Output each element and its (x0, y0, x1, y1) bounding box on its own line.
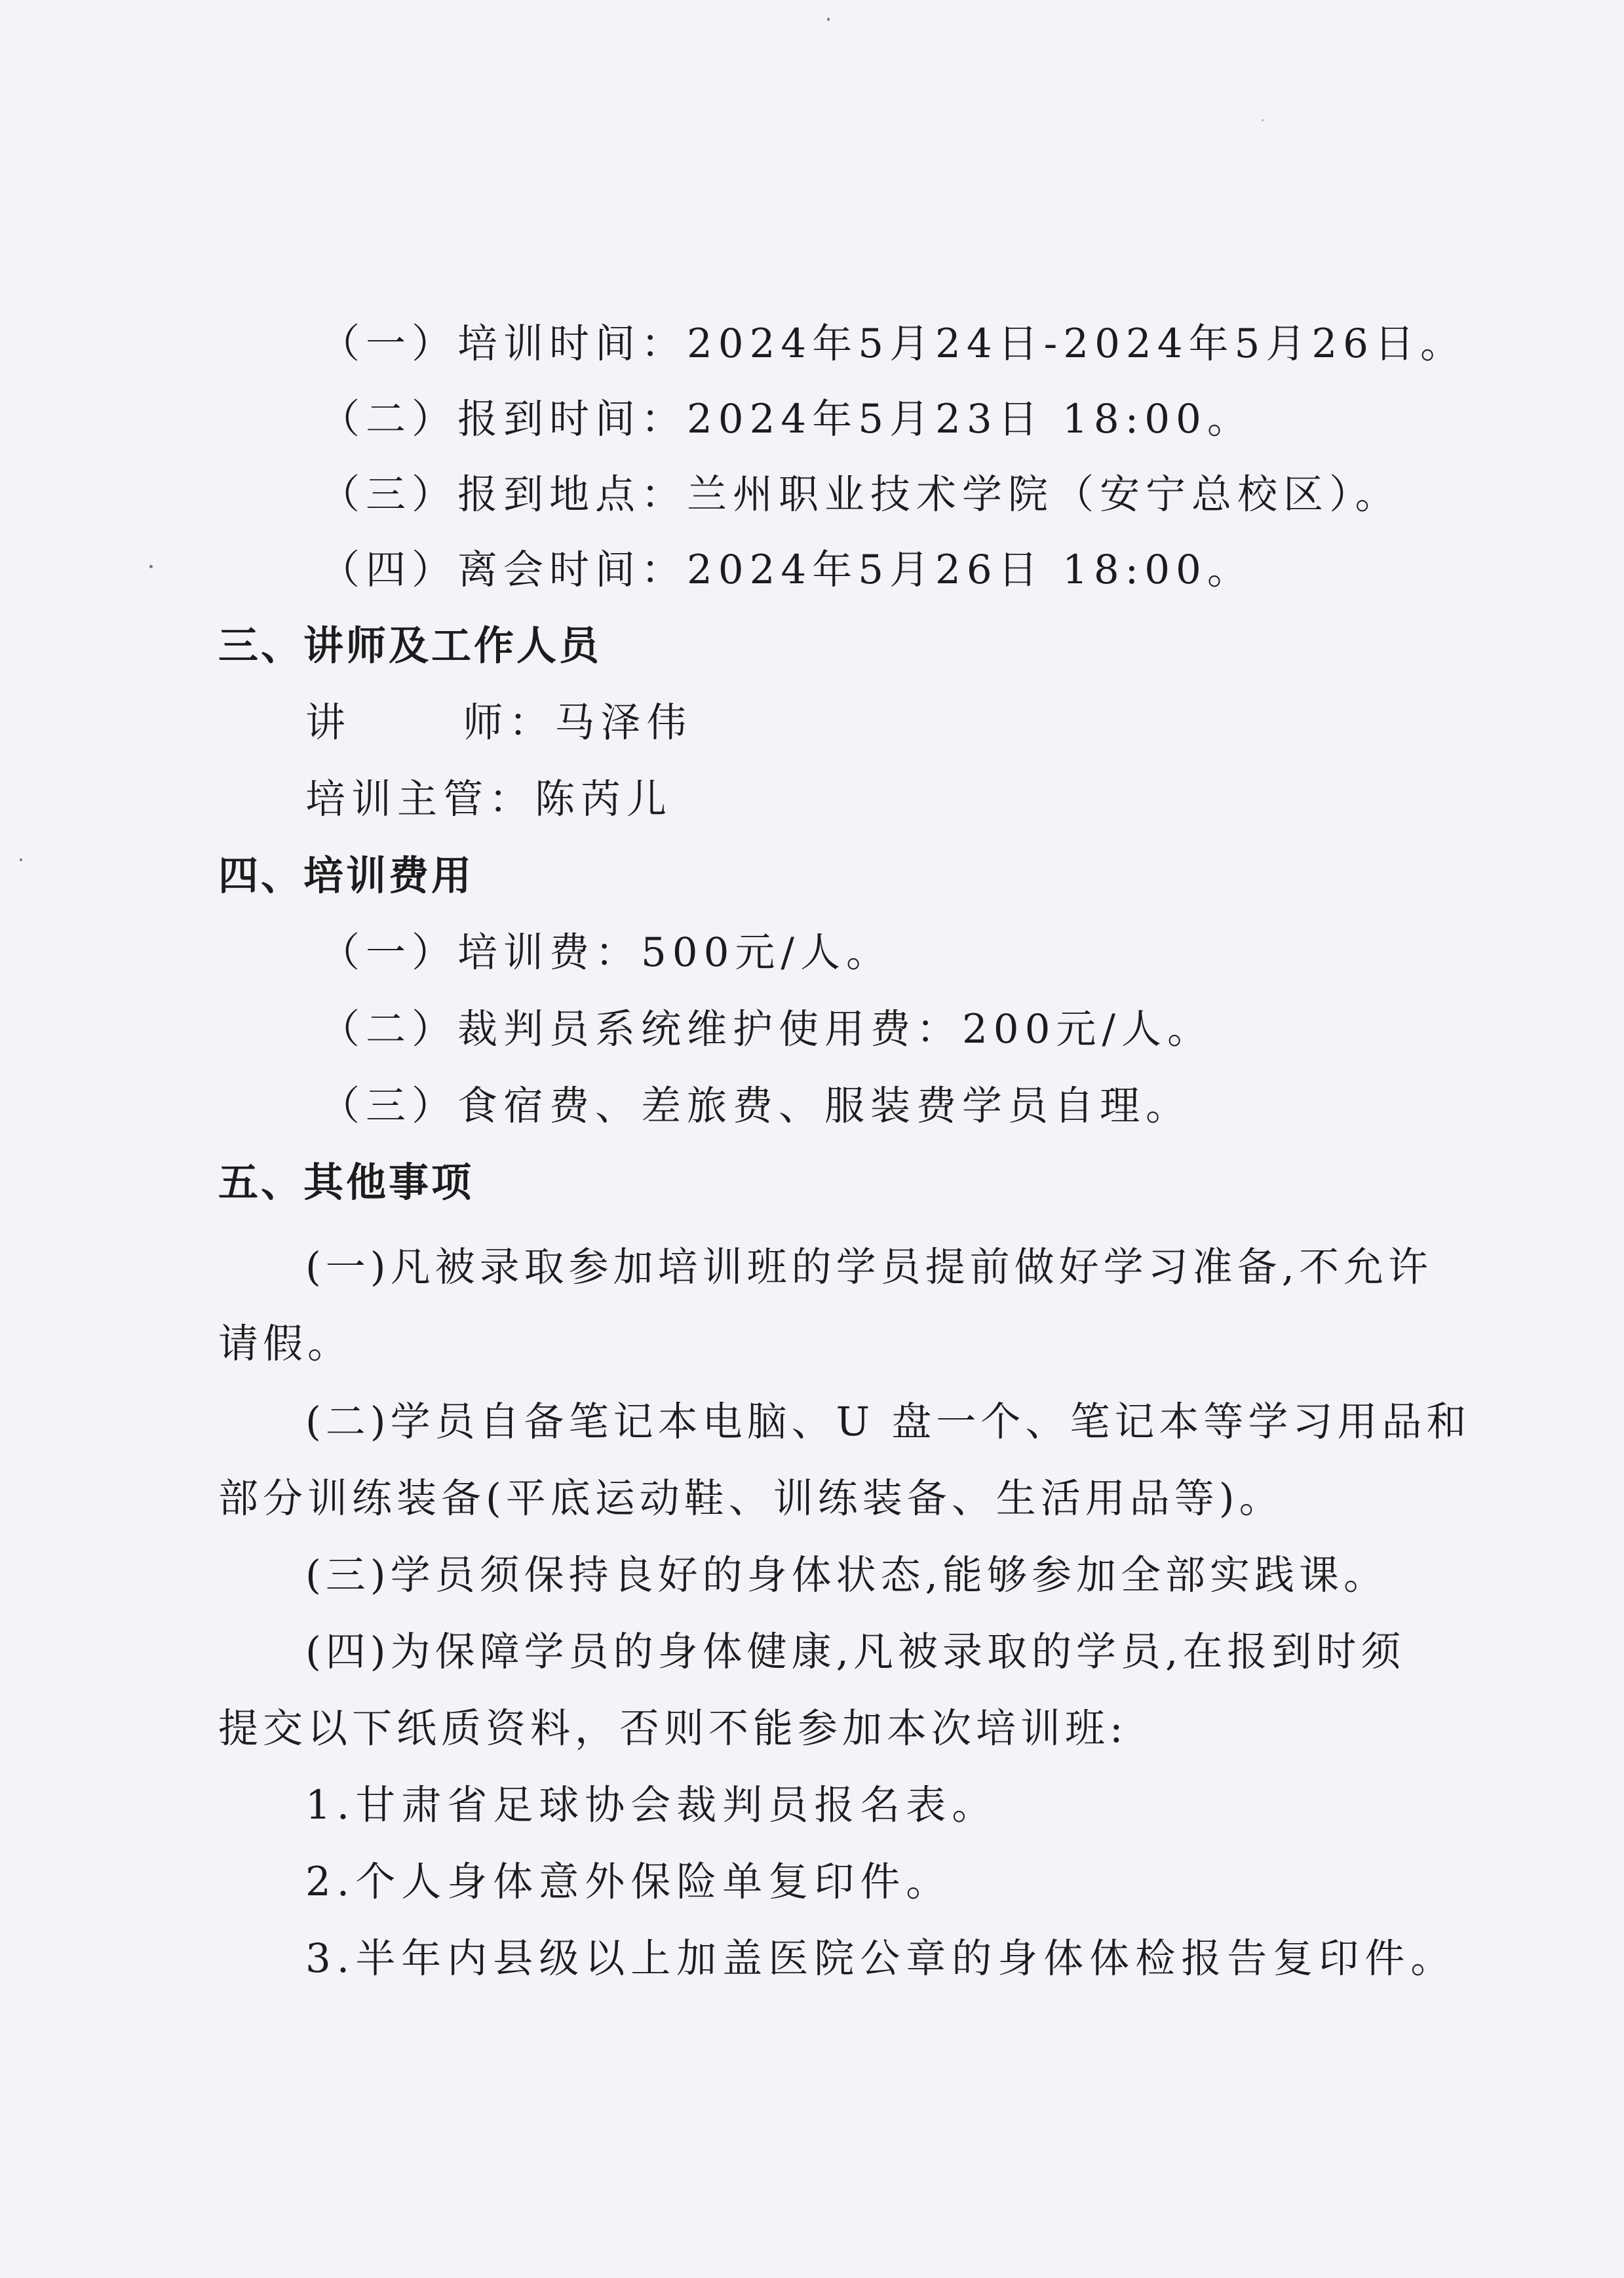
note-4-line-1: (四)为保障学员的身体健康,凡被录取的学员,在报到时须 (305, 1629, 1406, 1675)
lecturer: 讲 师：马泽伟 (305, 699, 693, 746)
training-supervisor: 培训主管：陈芮儿 (305, 776, 673, 822)
fee-self-paid: （三）食宿费、差旅费、服装费学员自理。 (320, 1083, 1192, 1129)
checkin-location: （三）报到地点：兰州职业技术学院（安宁总校区）。 (320, 471, 1401, 518)
note-1-line-2: 请假。 (218, 1321, 353, 1367)
checkin-time: （二）报到时间：2024年5月23日 18:00。 (320, 396, 1253, 442)
fee-training: （一）培训费：500元/人。 (320, 929, 892, 976)
training-time: （一）培训时间：2024年5月24日-2024年5月26日。 (320, 320, 1466, 367)
scan-speck (827, 18, 830, 21)
note-3: (三)学员须保持良好的身体状态,能够参加全部实践课。 (305, 1552, 1388, 1598)
note-4-line-2: 提交以下纸质资料，否则不能参加本次培训班: (218, 1705, 1128, 1752)
note-2-line-1: (二)学员自备笔记本电脑、U 盘一个、笔记本等学习用品和 (305, 1399, 1471, 1445)
section-3-heading: 三、讲师及工作人员 (218, 623, 602, 669)
fee-system-maintenance: （二）裁判员系统维护使用费：200元/人。 (320, 1006, 1213, 1052)
scan-speck (1262, 119, 1264, 121)
required-doc-2: 2.个人身体意外保险单复印件。 (305, 1859, 952, 1905)
scan-speck (20, 859, 22, 861)
section-5-heading: 五、其他事项 (218, 1159, 474, 1206)
scan-speck (149, 565, 153, 568)
departure-time: （四）离会时间：2024年5月26日 18:00。 (320, 547, 1253, 593)
required-doc-3: 3.半年内县级以上加盖医院公章的身体体检报告复印件。 (305, 1935, 1457, 1982)
section-4-heading: 四、培训费用 (218, 853, 474, 899)
note-1-line-1: (一)凡被录取参加培训班的学员提前做好学习准备,不允许 (305, 1244, 1433, 1290)
note-2-line-2: 部分训练装备(平底运动鞋、训练装备、生活用品等)。 (218, 1475, 1284, 1522)
required-doc-1: 1.甘肃省足球协会裁判员报名表。 (305, 1782, 998, 1828)
